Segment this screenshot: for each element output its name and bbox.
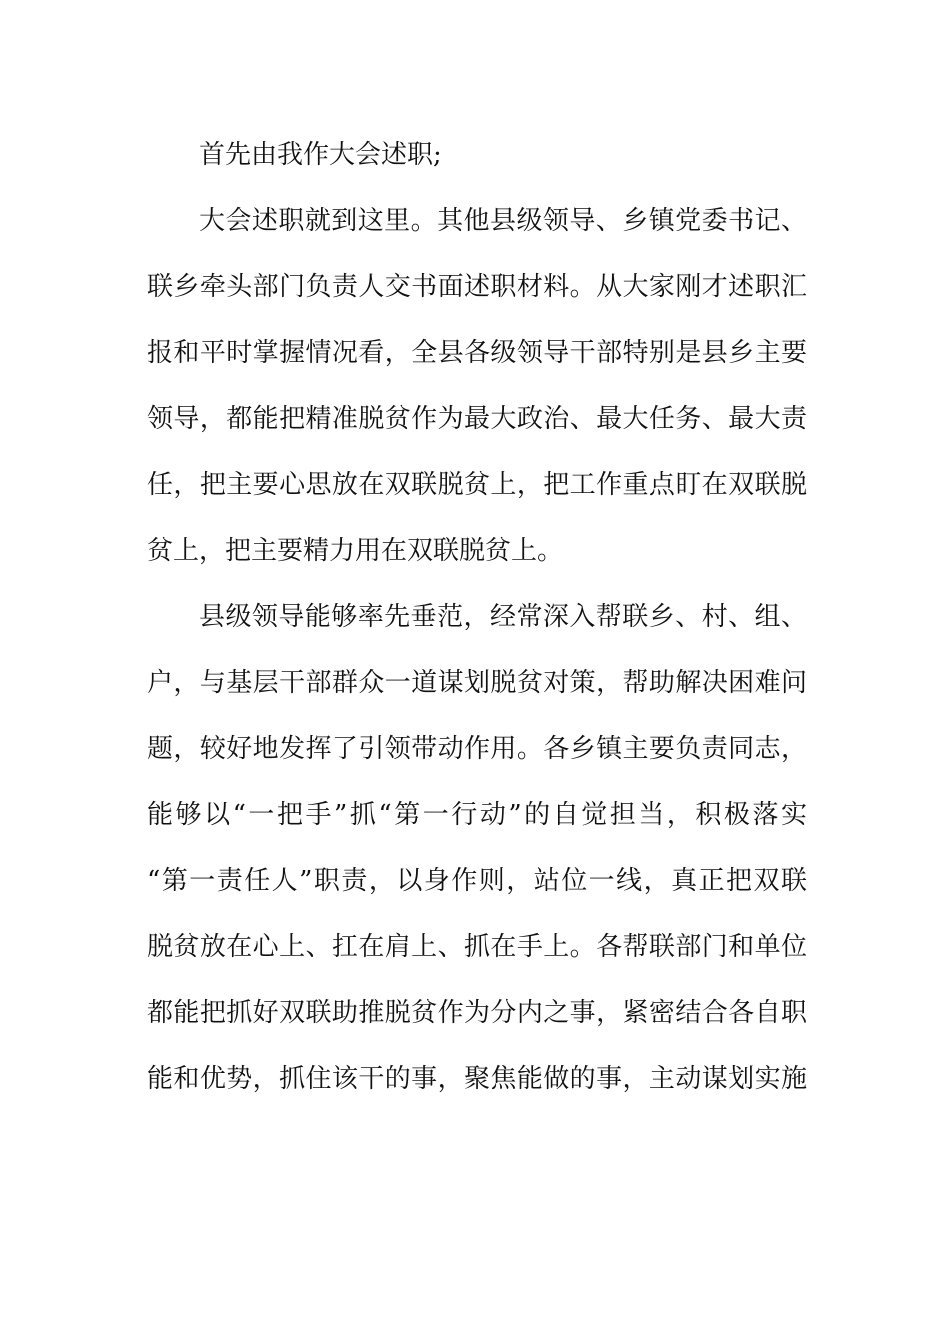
paragraph-line: 能够以“一把手”抓“第一行动”的自觉担当，积极落实 xyxy=(147,800,807,830)
paragraph-line: 大会述职就到这里。其他县级领导、乡镇党委书记、 xyxy=(199,206,807,236)
paragraph-line: 报和平时掌握情况看，全县各级领导干部特别是县乡主要 xyxy=(147,338,807,368)
paragraph-line: 贫上，把主要精力用在双联脱贫上。 xyxy=(147,536,564,566)
paragraph-line: 都能把抓好双联助推脱贫作为分内之事，紧密结合各自职 xyxy=(147,998,807,1028)
paragraph-line: 县级领导能够率先垂范，经常深入帮联乡、村、组、 xyxy=(199,602,807,632)
document-body xyxy=(147,134,807,1124)
paragraph-line: “第一责任人”职责，以身作则，站位一线，真正把双联 xyxy=(147,866,807,896)
paragraph-line: 联乡牵头部门负责人交书面述职材料。从大家刚才述职汇 xyxy=(147,272,807,302)
paragraph-line: 题，较好地发挥了引领带动作用。各乡镇主要负责同志， xyxy=(147,734,807,764)
paragraph-line: 户，与基层干部群众一道谋划脱贫对策，帮助解决困难问 xyxy=(147,668,807,698)
paragraph-line: 脱贫放在心上、扛在肩上、抓在手上。各帮联部门和单位 xyxy=(147,932,807,962)
paragraph-line: 能和优势，抓住该干的事，聚焦能做的事，主动谋划实施 xyxy=(147,1064,807,1094)
paragraph-line: 任，把主要心思放在双联脱贫上，把工作重点盯在双联脱 xyxy=(147,470,807,500)
paragraph-line: 领导，都能把精准脱贫作为最大政治、最大任务、最大责 xyxy=(147,404,807,434)
paragraph-line: 首先由我作大会述职; xyxy=(199,140,442,170)
